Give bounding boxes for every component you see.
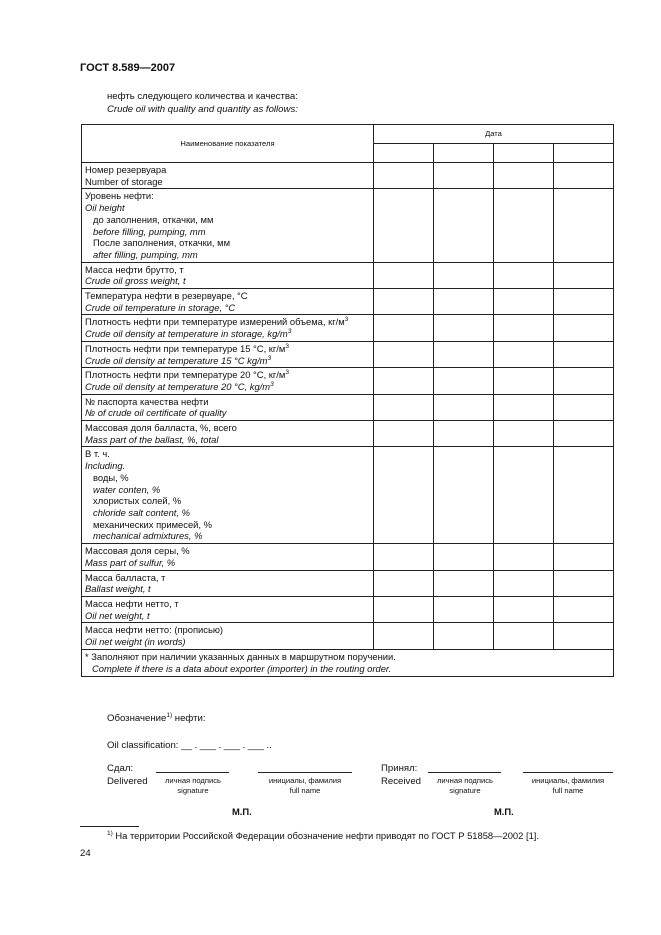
delivered-label: Сдал: Delivered <box>107 763 148 787</box>
table-row <box>82 596 614 622</box>
indicator-line: Масса нефти брутто, т <box>85 263 184 275</box>
value-cell[interactable] <box>374 596 434 622</box>
indicator-line: механических примесей, % <box>93 518 212 530</box>
intro-en: Crude oil with quality and quantity as follows: <box>107 103 298 115</box>
value-cell[interactable] <box>554 341 614 367</box>
date-cell-header[interactable] <box>554 144 614 163</box>
indicator-line: хлористых солей, % <box>93 495 182 507</box>
indicator-line: Плотность нефти при температуре измерений объема, $кг/м^3$ <box>85 316 349 328</box>
indicator-name-cell <box>82 544 374 570</box>
value-cell[interactable] <box>434 447 494 544</box>
indicator-line: Масса нефти нетто, т <box>85 597 179 609</box>
value-cell[interactable] <box>434 544 494 570</box>
indicator-name-cell <box>82 447 374 544</box>
indicator-name-cell <box>82 394 374 420</box>
note-en: Complete if there is a data about exporter (importer) in the routing order. <box>92 662 392 674</box>
indicator-name-cell <box>82 189 374 262</box>
indicator-line: chloride salt content, % <box>93 506 190 518</box>
date-cell-header[interactable] <box>494 144 554 163</box>
value-cell[interactable] <box>554 262 614 288</box>
received-signature-line[interactable] <box>428 772 501 773</box>
indicator-line: Температура нефти в резервуаре, °С <box>85 290 248 302</box>
intro-text <box>107 91 298 116</box>
value-cell[interactable] <box>434 368 494 394</box>
indicator-line: Плотность нефти при температуре 15 °С, $кг/м^3$ <box>85 342 289 354</box>
indicator-name-cell <box>82 368 374 394</box>
table-row <box>82 289 614 315</box>
received-name-caption: инициалы, фамилия full name <box>531 776 605 795</box>
value-cell[interactable] <box>374 447 434 544</box>
value-cell[interactable] <box>554 394 614 420</box>
table-row <box>82 623 614 649</box>
stamp-left: М.П. <box>232 806 252 817</box>
indicator-name-header: Наименование показателя <box>82 125 374 163</box>
value-cell[interactable] <box>434 394 494 420</box>
value-cell[interactable] <box>494 289 554 315</box>
indicator-line: Масса нефти нетто: (прописью) <box>85 624 224 636</box>
indicator-line: Плотность нефти при температуре 20 °С, $кг/м^3$ <box>85 369 289 381</box>
indicator-line: Массовая доля балласта, %, всего <box>85 422 237 434</box>
value-cell[interactable] <box>494 394 554 420</box>
value-cell[interactable] <box>554 368 614 394</box>
value-cell[interactable] <box>554 447 614 544</box>
value-cell[interactable] <box>494 596 554 622</box>
value-cell[interactable] <box>434 596 494 622</box>
note-cell <box>82 649 614 676</box>
table-row <box>82 315 614 341</box>
received-label: Принял: Received <box>381 763 421 787</box>
value-cell[interactable] <box>434 570 494 596</box>
indicator-line: Номер резервуара <box>85 164 167 175</box>
delivered-name-caption: инициалы, фамилия full name <box>268 776 342 795</box>
indicator-line: Crude oil density at temperature in storage, $kg/m^3$ <box>85 328 292 340</box>
value-cell[interactable] <box>374 421 434 447</box>
table-row <box>82 189 614 262</box>
table-row <box>82 421 614 447</box>
value-cell[interactable] <box>374 623 434 649</box>
value-cell[interactable] <box>434 623 494 649</box>
document-code: ГОСТ 8.589—2007 <box>80 62 176 74</box>
table-row <box>82 163 614 189</box>
indicator-name-cell <box>82 596 374 622</box>
value-cell[interactable] <box>494 544 554 570</box>
note-ru: * Заполняют при наличии указанных данных в маршрутном поручении. <box>85 650 396 662</box>
table-row <box>82 544 614 570</box>
indicator-line: Crude oil gross weight, t <box>85 275 186 287</box>
value-cell[interactable] <box>554 596 614 622</box>
indicator-line: before filling, pumping, mm <box>93 225 206 237</box>
page-number: 24 <box>80 848 91 859</box>
indicator-line: Number of storage <box>85 175 163 187</box>
footnote-rule <box>80 826 139 827</box>
value-cell[interactable] <box>374 189 434 262</box>
indicator-line: Массовая доля серы, % <box>85 545 190 557</box>
indicator-line: до заполнения, откачки, мм <box>93 213 214 225</box>
value-cell[interactable] <box>554 315 614 341</box>
value-cell[interactable] <box>494 623 554 649</box>
indicator-line: Oil net weight, t <box>85 609 150 621</box>
indicator-line: Масса балласта, т <box>85 571 166 583</box>
indicator-name-cell <box>82 289 374 315</box>
value-cell[interactable] <box>554 189 614 262</box>
indicator-line: В т. ч. <box>85 448 110 460</box>
value-cell[interactable] <box>434 341 494 367</box>
value-cell[interactable] <box>374 315 434 341</box>
value-cell[interactable] <box>434 315 494 341</box>
table-row <box>82 447 614 544</box>
indicator-line: after filling, pumping, mm <box>93 248 198 260</box>
delivered-signature-line[interactable] <box>156 772 229 773</box>
table-row <box>82 262 614 288</box>
classification-line: Oil classification: __ . ___ . ___ . ___ .. <box>107 740 272 751</box>
value-cell[interactable] <box>434 289 494 315</box>
value-cell[interactable] <box>374 394 434 420</box>
value-cell[interactable] <box>374 544 434 570</box>
intro-ru: нефть следующего количества и качества: <box>107 91 298 102</box>
value-cell[interactable] <box>554 289 614 315</box>
footnote: $^{1)}$ На территории Российской Федерации обозначение нефти приводят по ГОСТ Р 51858—2002 [1]. <box>107 829 539 841</box>
indicator-line: water conten, % <box>93 483 161 495</box>
value-cell[interactable] <box>554 570 614 596</box>
indicator-line: Oil height <box>85 202 125 214</box>
indicator-name-cell <box>82 570 374 596</box>
value-cell[interactable] <box>494 315 554 341</box>
value-cell[interactable] <box>494 341 554 367</box>
value-cell[interactable] <box>374 163 434 189</box>
value-cell[interactable] <box>374 341 434 367</box>
value-cell[interactable] <box>434 262 494 288</box>
value-cell[interactable] <box>434 421 494 447</box>
value-cell[interactable] <box>494 570 554 596</box>
indicator-name-cell <box>82 315 374 341</box>
delivered-signature-caption: личная подпись signature <box>165 776 221 795</box>
value-cell[interactable] <box>494 421 554 447</box>
value-cell[interactable] <box>554 544 614 570</box>
indicator-name-cell <box>82 623 374 649</box>
value-cell[interactable] <box>554 163 614 189</box>
table-row <box>82 570 614 596</box>
date-cell-header[interactable] <box>374 144 434 163</box>
received-signature-caption: личная подпись signature <box>437 776 493 795</box>
indicator-line: воды, % <box>93 471 129 483</box>
indicator-line: Уровень нефти: <box>85 190 154 202</box>
value-cell[interactable] <box>494 368 554 394</box>
indicator-line: Including. <box>85 460 126 472</box>
note-row <box>82 649 614 676</box>
quality-table <box>81 124 614 677</box>
value-cell[interactable] <box>374 368 434 394</box>
delivered-name-line[interactable] <box>258 772 352 773</box>
indicator-name-cell <box>82 341 374 367</box>
value-cell[interactable] <box>434 189 494 262</box>
indicator-line: Oil net weight (in words) <box>85 636 186 648</box>
indicator-name-cell <box>82 421 374 447</box>
value-cell[interactable] <box>494 447 554 544</box>
value-cell[interactable] <box>434 163 494 189</box>
table-row <box>82 368 614 394</box>
indicator-line: Mass part of the ballast, %, total <box>85 433 219 445</box>
indicator-line: Crude oil temperature in storage, °C <box>85 301 236 313</box>
value-cell[interactable] <box>554 623 614 649</box>
value-cell[interactable] <box>374 570 434 596</box>
classification-label: Обозначение$^{1)}$ нефти: <box>107 711 206 724</box>
indicator-line: № паспорта качества нефти <box>85 395 209 407</box>
value-cell[interactable] <box>554 421 614 447</box>
indicator-name-cell <box>82 262 374 288</box>
indicator-line: Ballast weight, t <box>85 583 151 595</box>
indicator-line: mechanical admixtures, % <box>93 530 203 542</box>
indicator-line: Mass part of sulfur, % <box>85 556 176 568</box>
table-row <box>82 341 614 367</box>
indicator-line: № of crude oil certificate of quality <box>85 407 227 419</box>
value-cell[interactable] <box>494 189 554 262</box>
date-header: Дата <box>374 125 614 144</box>
indicator-line: Crude oil density at temperature 20 °C, $kg/m^3$ <box>85 380 274 392</box>
indicator-line: Crude oil density at temperature 15 °C $kg/m^3$ <box>85 354 272 366</box>
table-row <box>82 394 614 420</box>
date-cell-header[interactable] <box>434 144 494 163</box>
indicator-name-cell <box>82 163 374 189</box>
value-cell[interactable] <box>494 163 554 189</box>
stamp-right: М.П. <box>494 806 514 817</box>
received-name-line[interactable] <box>523 772 613 773</box>
indicator-line: После заполнения, откачки, мм <box>93 237 231 249</box>
value-cell[interactable] <box>374 262 434 288</box>
value-cell[interactable] <box>494 262 554 288</box>
value-cell[interactable] <box>374 289 434 315</box>
